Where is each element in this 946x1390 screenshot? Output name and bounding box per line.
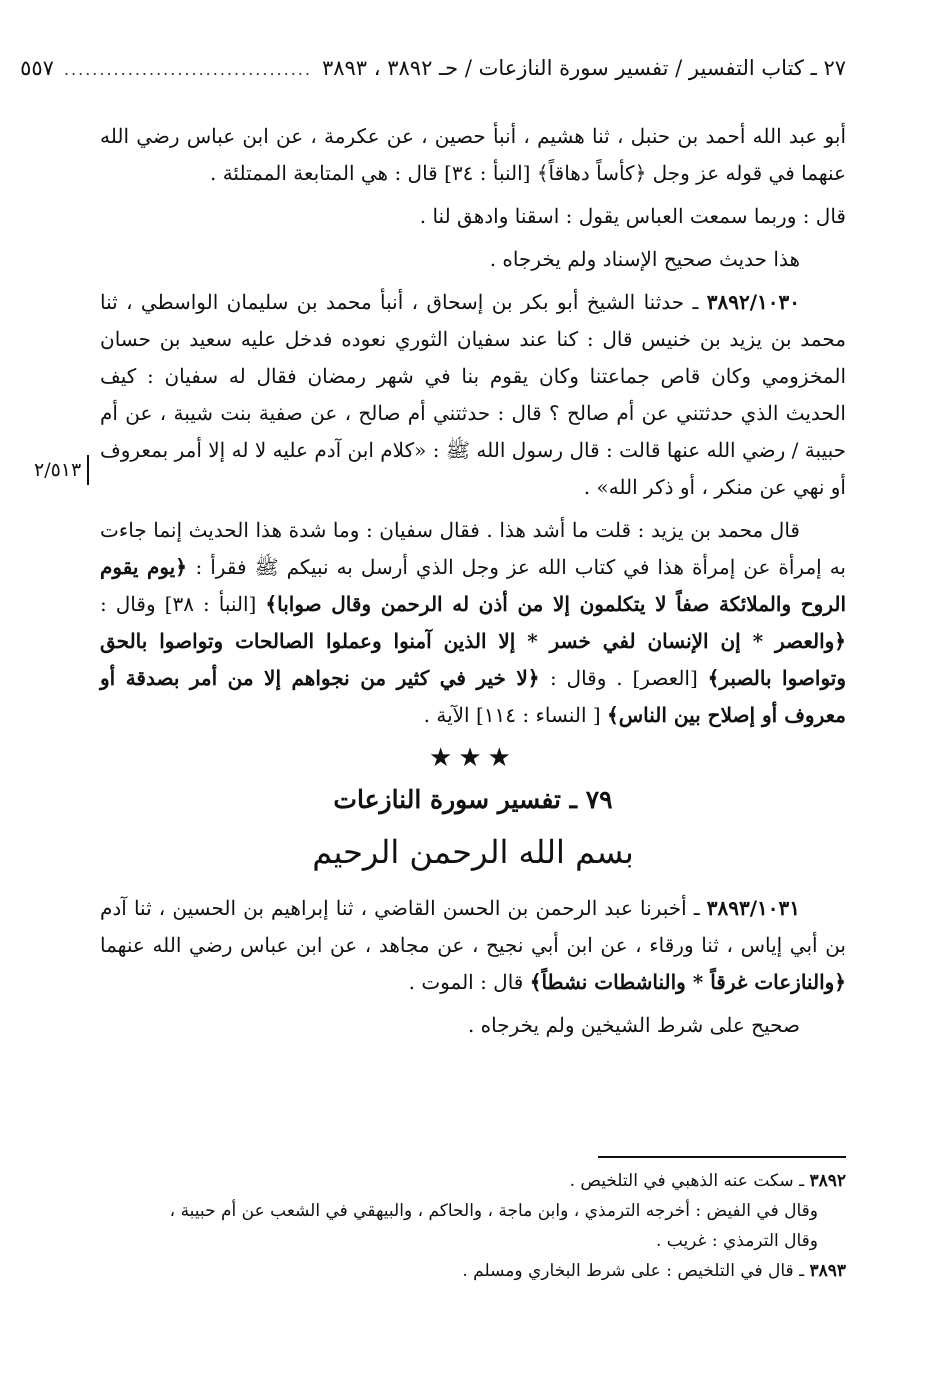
hadith-3893 (100, 890, 846, 1001)
margin-reference: ٢/٥١٣ (34, 455, 89, 485)
header-leader-dots: ................................... (63, 60, 312, 79)
hadith-text: ـ أخبرنا عبد الرحمن بن الحسن القاضي ، ثنا إبراهيم بن الحسين ، ثنا آدم بن أبي إياس ، ثنا ورقاء ، عن ابن أبي نجيح ، عن مجاهد ، عن ابن عباس رضي الله عنهما (100, 896, 846, 957)
header-title: ٢٧ ـ كتاب التفسير / تفسير سورة النازعات / حـ ٣٨٩٢ ، ٣٨٩٣ (321, 56, 846, 80)
basmala: بسم الله الرحمن الرحيم (312, 833, 634, 871)
footnotes (100, 1166, 846, 1286)
paragraph-5 (100, 512, 846, 734)
footnote-1-line-2: وقال في الفيض : أخرجه الترمذي ، وابن ماجة ، والحاكم ، والبيهقي في الشعب عن أم حبيبة ، (169, 1201, 818, 1221)
paragraph-1: أبو عبد الله أحمد بن حنبل ، ثنا هشيم ، أنبأ حصين ، عن عكرمة ، عن ابن عباس رضي الله عنهما في قوله عز وجل ﴿كأساً دهاقاً﴾ [النبأ : ٣٤] قال : هي المتابعة الممتلئة . (100, 124, 846, 185)
quran-quote-3: ﴿لا خير في كثير من نجواهم إلا من أمر بصدقة أو معروف أو إصلاح بين الناس﴾ (100, 666, 846, 727)
paragraph-5-text: قال محمد بن يزيد : قلت ما أشد هذا . فقال سفيان : وما شدة هذا الحديث إنما جاءت به إمرأة عن إمرأة هذا في كتاب الله عز وجل الذي أرسل به نبيكم ﷺ فقرأ : (100, 518, 846, 579)
hadith-3892 (100, 284, 846, 506)
footnote-text: ـ سكت عنه الذهبي في التلخيص . (569, 1171, 810, 1191)
footnote-separator (598, 1156, 846, 1158)
quran-ref-3: [ النساء : ١١٤] الآية . (423, 703, 608, 727)
footnote-1-line-3: وقال الترمذي : غريب . (655, 1231, 818, 1251)
paragraph-2: قال : وربما سمعت العباس يقول : اسقنا وادهق لنا . (419, 204, 846, 228)
surah-heading: ٧٩ ـ تفسير سورة النازعات (333, 785, 613, 814)
quran-quote-4: ﴿والنازعات غرقاً * والناشطات نشطاً﴾ (529, 970, 846, 994)
hadith-text: ـ حدثنا الشيخ أبو بكر بن إسحاق ، أنبأ محمد بن سليمان الواسطي ، ثنا محمد بن يزيد بن خنيس قال : كنا عند سفيان الثوري نعوده فدخل عليه سعيد بن حسان المخزومي وكان قاص جماعتنا وكان يقوم بنا في شهر رمضان فقال له سفيان : كيف الحديث الذي حدثتني عن أم صالح ؟ قال : حدثتني أم صالح ، عن صفية بنت شيبة ، عن أم حبيبة / رضي الله عنها قالت : قال رسول الله ﷺ : «كلام ابن آدم عليه لا له إلا أمر بمعروف أو نهي عن منكر ، أو ذكر الله» . (100, 290, 846, 499)
footnote-number: ٣٨٩٣ (809, 1261, 846, 1281)
footnote-text: ـ قال في التلخيص : على شرط البخاري ومسلم . (462, 1261, 810, 1281)
hadith-number: ٣٨٩٢/١٠٣٠ (706, 290, 800, 314)
quran-quote-1: ﴿يوم يقوم الروح والملائكة صفاً لا يتكلمون إلا من أذن له الرحمن وقال صوابا﴾ (100, 555, 847, 616)
paragraph-3: هذا حديث صحيح الإسناد ولم يخرجاه . (489, 247, 800, 271)
section-divider-stars: ★★★ (429, 743, 517, 773)
quran-quote-2: ﴿والعصر * إن الإنسان لفي خسر * إلا الذين آمنوا وعملوا الصالحات وتواصوا بالحق وتواصوا بالصبر﴾ (100, 629, 847, 690)
quran-ref-1: [النبأ : ٣٨] وقال : (100, 592, 266, 616)
running-header (20, 56, 846, 96)
page-number: ٥٥٧ (20, 56, 54, 80)
main-text (100, 118, 846, 1050)
quran-ref-2: [العصر] . وقال : (549, 666, 708, 690)
hadith-number: ٣٨٩٣/١٠٣١ (706, 896, 801, 920)
paragraph-7: صحيح على شرط الشيخين ولم يخرجاه . (467, 1013, 800, 1037)
footnote-2 (100, 1256, 846, 1286)
footnote-number: ٣٨٩٢ (809, 1171, 846, 1191)
footnote-1 (100, 1166, 846, 1196)
hadith-ending: قال : الموت . (408, 970, 530, 994)
